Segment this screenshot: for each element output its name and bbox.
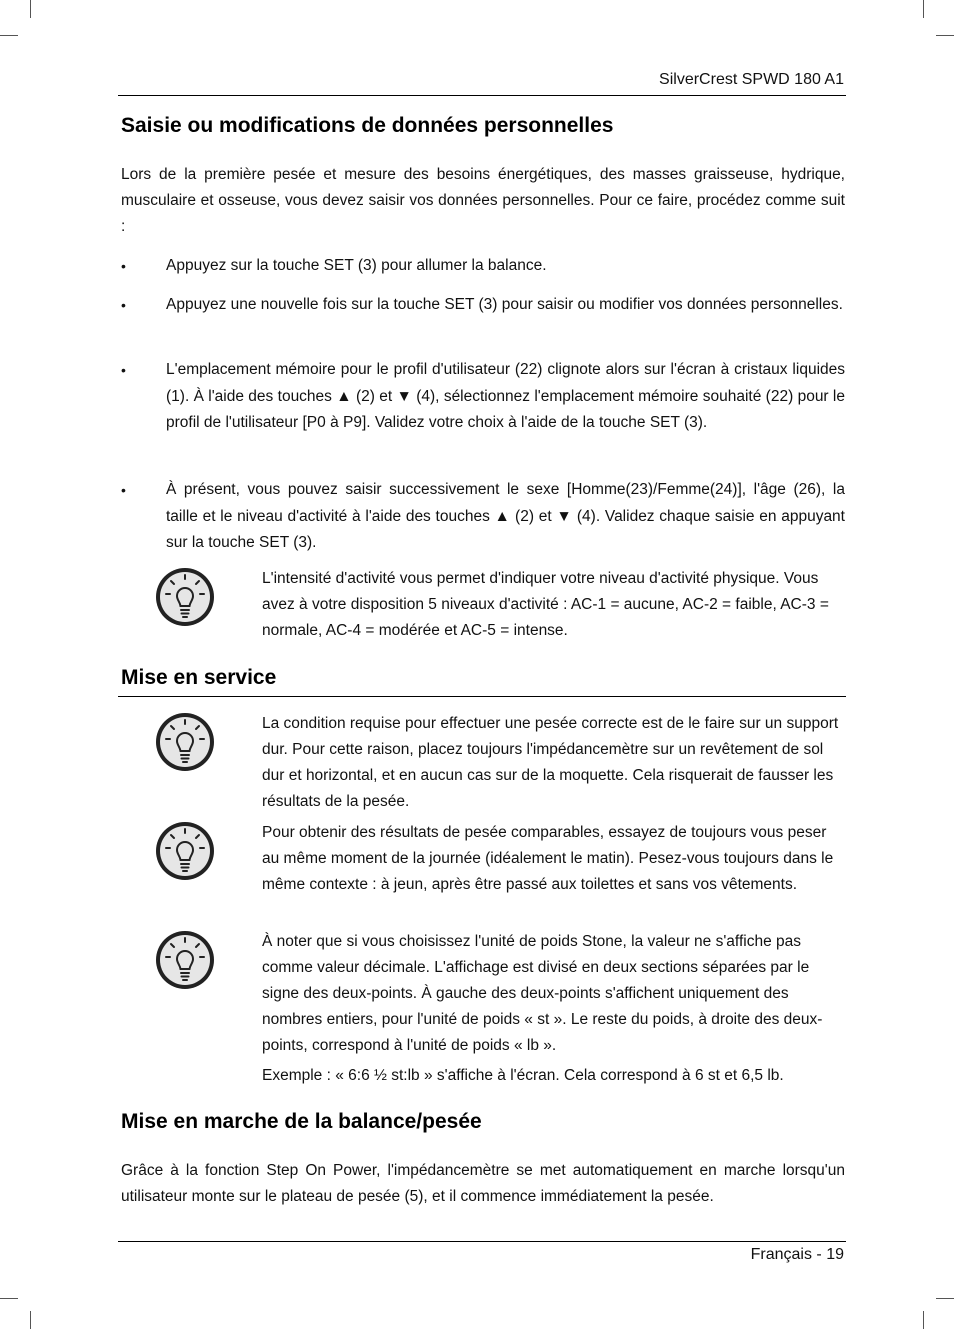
lightbulb-icon xyxy=(154,566,216,628)
tip-block xyxy=(154,929,846,1089)
bullet-icon: • xyxy=(121,297,126,313)
lightbulb-icon xyxy=(154,711,216,773)
lightbulb-icon xyxy=(154,820,216,882)
tip-example-text: Exemple : « 6:6 ½ st:lb » s'affiche à l'écran. Cela correspond à 6 st et 6,5 lb. xyxy=(262,1067,784,1084)
bullet-icon: • xyxy=(121,258,126,274)
list-item-text: L'emplacement mémoire pour le profil d'utilisateur (22) clignote alors sur l'écran à cristaux liquides (1). À l'aide des touches ▲ (2) et ▼ (4), sélectionnez l'emplacement mémoire souhaité (22) pour le profil de l'utilisateur [P0 à P9]. Validez votre choix à l'aide de la touche SET (3). xyxy=(166,361,845,431)
crop-mark xyxy=(923,1311,924,1329)
crop-mark xyxy=(0,1298,18,1299)
section-heading-setup: Mise en service xyxy=(121,666,277,689)
header-divider xyxy=(118,95,846,96)
tip-text: Pour obtenir des résultats de pesée comparables, essayez de toujours vous peser au même moment de la journée (idéalement le matin). Pesez-vous toujours dans le même contexte : à jeun, après être passé aux toilettes et sans vos vêtements. xyxy=(262,824,834,893)
crop-mark xyxy=(923,0,924,18)
footer-divider xyxy=(118,1241,846,1242)
section-divider xyxy=(118,696,846,697)
section-intro-paragraph: Lors de la première pesée et mesure des besoins énergétiques, des masses graisseuse, hydrique, musculaire et osseuse, vous devez saisir vos données personnelles. Pour ce faire, procédez comme suit : xyxy=(121,166,845,235)
tip-text: L'intensité d'activité vous permet d'indiquer votre niveau d'activité physique. Vous avez à votre disposition 5 niveaux d'activité : AC-1 = aucune, AC-2 = faible, AC-3 = normale, AC-4 = modérée et AC-5 = intense. xyxy=(262,570,829,639)
section-body-paragraph: Grâce à la fonction Step On Power, l'impédancemètre se met automatiquement en marche lorsqu'un utilisateur monte sur le plateau de pesée (5), et il commence immédiatement la pesée. xyxy=(121,1162,845,1205)
lightbulb-icon xyxy=(154,929,216,991)
crop-mark xyxy=(30,0,31,18)
crop-mark xyxy=(0,35,18,36)
tip-text: La condition requise pour effectuer une pesée correcte est de le faire sur un support dur. Pour cette raison, placez toujours l'impédancemètre sur un revêtement de sol dur et horizontal, et en aucun cas sur de la moquette. Cela risquerait de fausser les résultats de la pesée. xyxy=(262,715,839,810)
crop-mark xyxy=(936,1298,954,1299)
bullet-icon: • xyxy=(121,362,126,378)
list-item-text: À présent, vous pouvez saisir successivement le sexe [Homme(23)/Femme(24)], l'âge (26), la taille et le niveau d'activité à l'aide des touches ▲ (2) et ▼ (4). Validez chaque saisie en appuyant sur la touche SET (3). xyxy=(166,481,845,551)
crop-mark xyxy=(30,1311,31,1329)
section-heading-power-on: Mise en marche de la balance/pesée xyxy=(121,1110,482,1133)
list-item xyxy=(121,253,845,280)
list-item-text: Appuyez sur la touche SET (3) pour allumer la balance. xyxy=(166,257,547,274)
page-number: Français - 19 xyxy=(750,1246,844,1263)
tip-text: À noter que si vous choisissez l'unité de poids Stone, la valeur ne s'affiche pas comme valeur décimale. L'affichage est divisé en deux sections séparées par le signe des deux-points. À gauche des deux-points s'affichent uniquement des nombres entiers, pour l'unité de poids « st ». Le reste du poids, à droite des deux-points, correspond à l'unité de poids « lb ». xyxy=(262,933,823,1054)
tip-block xyxy=(154,820,846,898)
document-header-title: SilverCrest SPWD 180 A1 xyxy=(659,71,844,88)
list-item xyxy=(121,477,845,557)
tip-block xyxy=(154,711,846,815)
list-item xyxy=(121,292,845,319)
section-heading-personal-data: Saisie ou modifications de données personnelles xyxy=(121,114,614,137)
crop-mark xyxy=(936,35,954,36)
tip-block xyxy=(154,566,846,644)
list-item xyxy=(121,357,845,437)
bullet-icon: • xyxy=(121,482,126,498)
list-item-text: Appuyez une nouvelle fois sur la touche SET (3) pour saisir ou modifier vos données personnelles. xyxy=(166,296,843,313)
